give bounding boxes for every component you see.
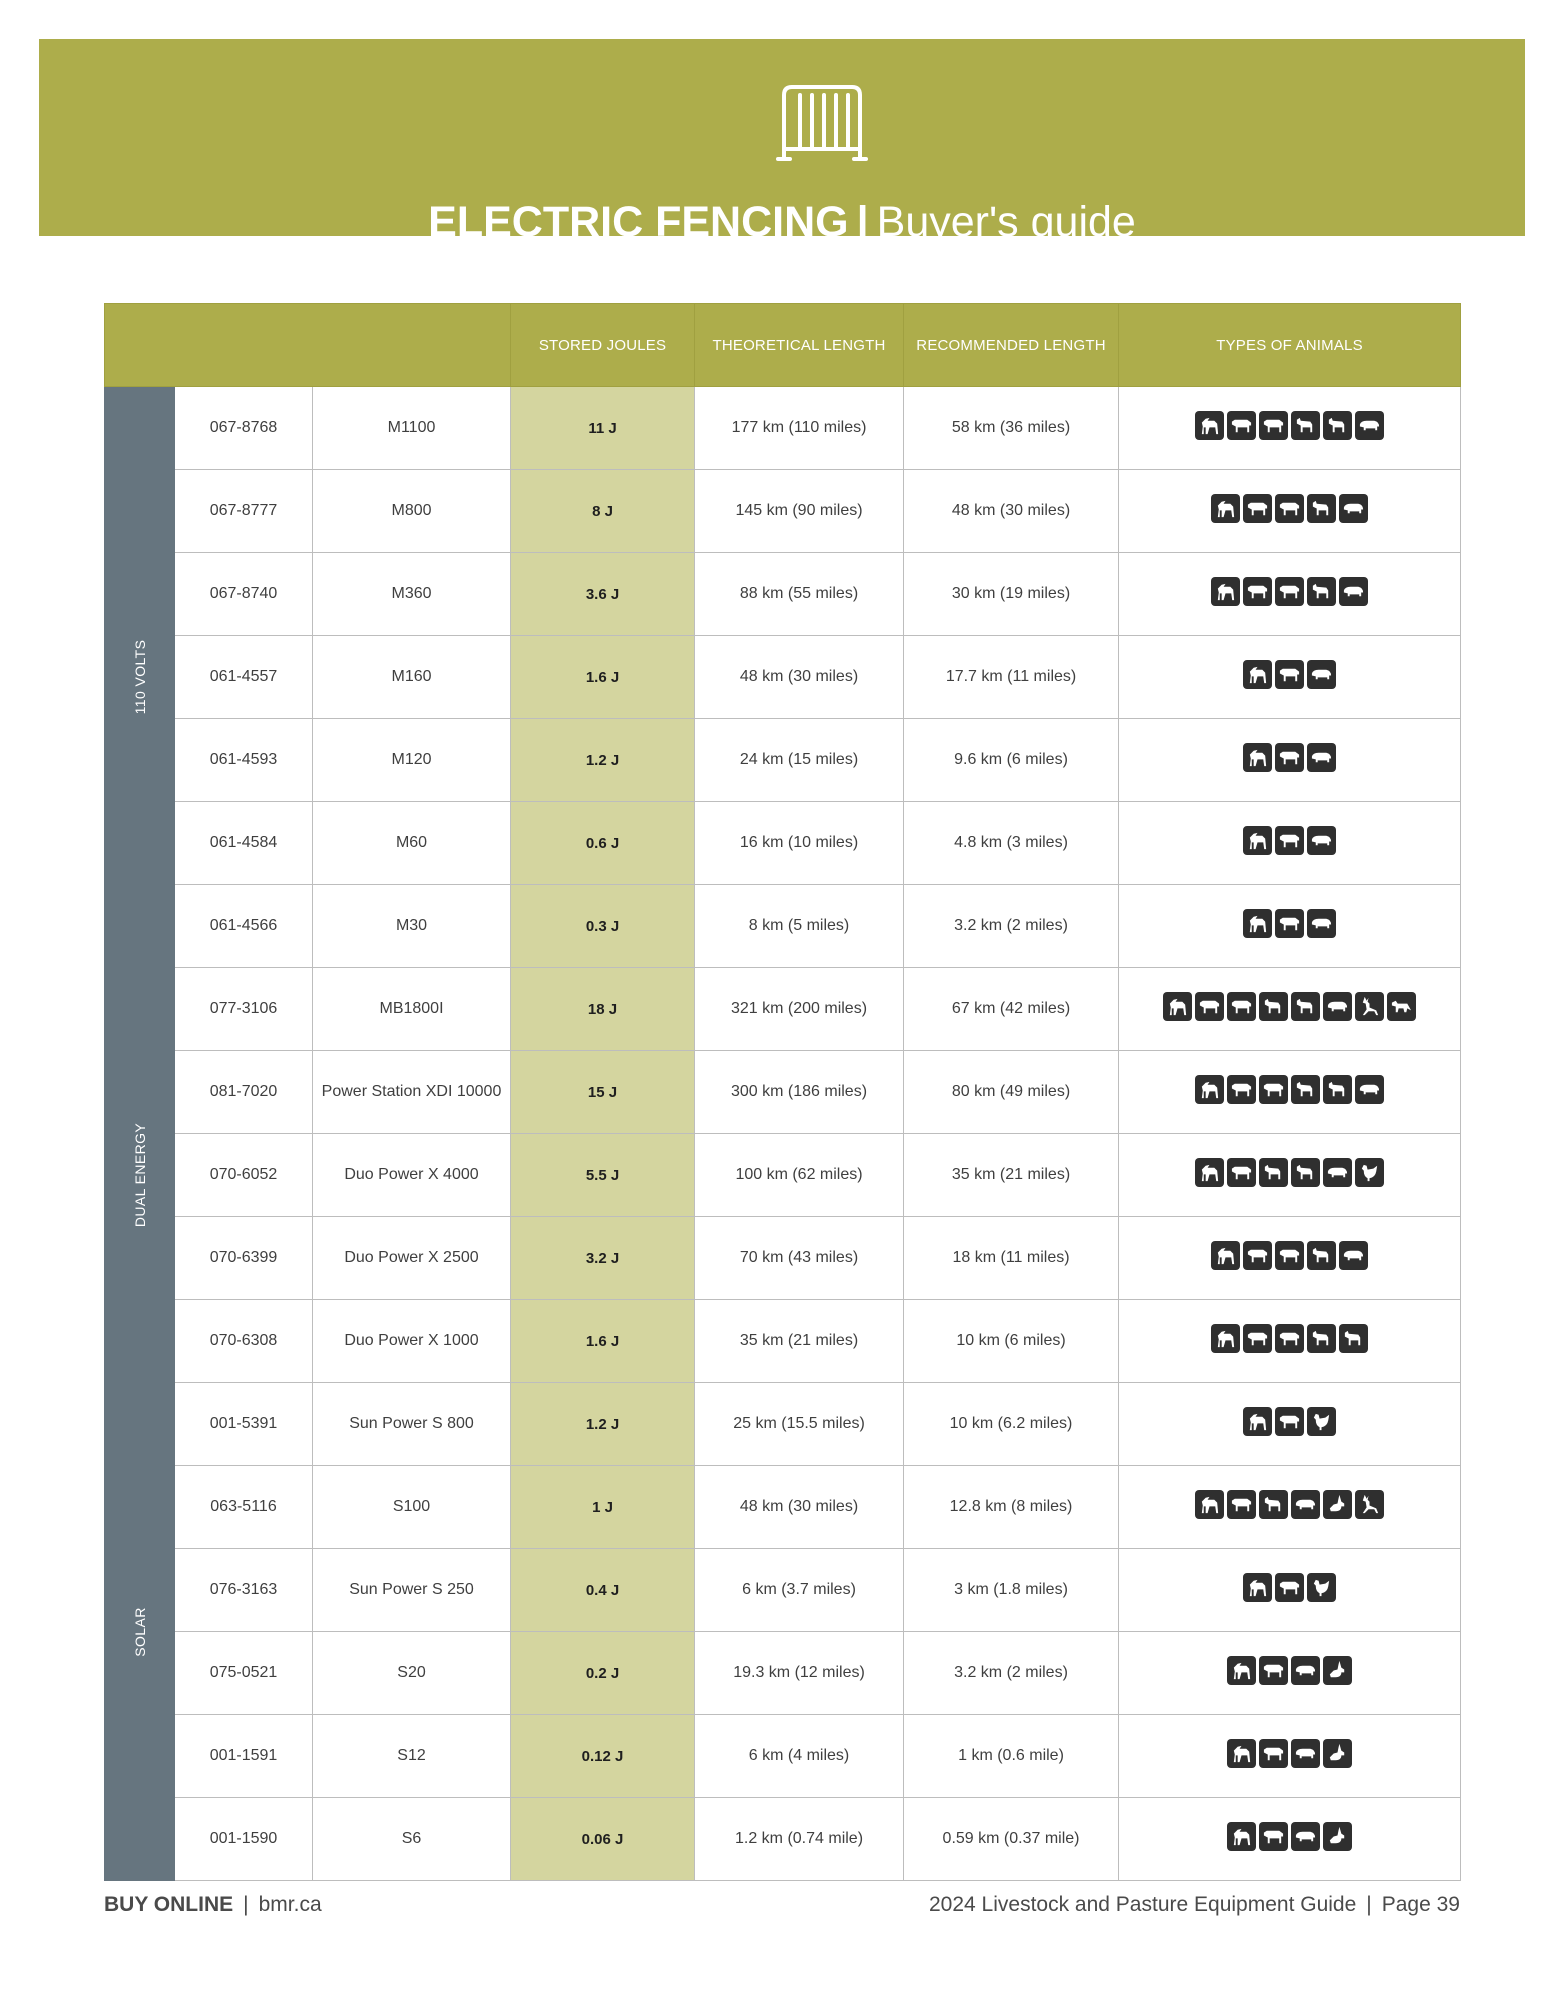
cow-icon xyxy=(1227,992,1256,1021)
table-row xyxy=(105,1217,1461,1300)
product-code-cell: 076-3163 xyxy=(175,1549,313,1632)
goat-icon xyxy=(1291,411,1320,440)
cow-icon xyxy=(1275,909,1304,938)
recommended-length-cell: 3.2 km (2 miles) xyxy=(904,885,1119,968)
recommended-length-cell: 67 km (42 miles) xyxy=(904,968,1119,1051)
animal-icons xyxy=(1243,1407,1336,1436)
animal-types-cell xyxy=(1119,1383,1461,1466)
model-cell: M360 xyxy=(313,553,511,636)
recommended-length-cell: 3.2 km (2 miles) xyxy=(904,1632,1119,1715)
animal-icons xyxy=(1227,1739,1352,1768)
pig-icon xyxy=(1323,992,1352,1021)
theoretical-length-cell: 145 km (90 miles) xyxy=(695,470,904,553)
stored-joules-cell: 0.4 J xyxy=(511,1549,695,1632)
horse-icon xyxy=(1243,743,1272,772)
horse-icon xyxy=(1195,1158,1224,1187)
product-code-cell: 070-6308 xyxy=(175,1300,313,1383)
recommended-length-cell: 30 km (19 miles) xyxy=(904,553,1119,636)
theoretical-length-cell: 25 km (15.5 miles) xyxy=(695,1383,904,1466)
cow-icon xyxy=(1243,1324,1272,1353)
animal-icons xyxy=(1243,909,1336,938)
table-row xyxy=(105,470,1461,553)
animal-icons xyxy=(1243,1573,1336,1602)
theoretical-length-cell: 48 km (30 miles) xyxy=(695,1466,904,1549)
table-row xyxy=(105,553,1461,636)
page-title xyxy=(39,198,1525,246)
theoretical-length-cell: 1.2 km (0.74 mile) xyxy=(695,1798,904,1881)
animal-types-cell xyxy=(1119,1051,1461,1134)
recommended-length-cell: 1 km (0.6 mile) xyxy=(904,1715,1119,1798)
stored-joules-cell: 3.2 J xyxy=(511,1217,695,1300)
goat-icon xyxy=(1339,1324,1368,1353)
horse-icon xyxy=(1227,1739,1256,1768)
site-link[interactable]: bmr.ca xyxy=(258,1893,322,1916)
pig-icon xyxy=(1339,494,1368,523)
horse-icon xyxy=(1211,1241,1240,1270)
table-row xyxy=(105,802,1461,885)
recommended-length-cell: 0.59 km (0.37 mile) xyxy=(904,1798,1119,1881)
goat-icon xyxy=(1291,1075,1320,1104)
model-cell: M160 xyxy=(313,636,511,719)
table-row xyxy=(105,1300,1461,1383)
chicken-icon xyxy=(1307,1407,1336,1436)
animal-types-cell xyxy=(1119,470,1461,553)
goat-icon xyxy=(1259,1490,1288,1519)
recommended-length-cell: 35 km (21 miles) xyxy=(904,1134,1119,1217)
deer-icon xyxy=(1355,1490,1384,1519)
deer-icon xyxy=(1355,992,1384,1021)
product-code-cell: 077-3106 xyxy=(175,968,313,1051)
animal-icons xyxy=(1195,1158,1384,1187)
product-code-cell: 061-4584 xyxy=(175,802,313,885)
rabbit-icon xyxy=(1323,1656,1352,1685)
animal-types-cell xyxy=(1119,553,1461,636)
horse-icon xyxy=(1195,1490,1224,1519)
animal-icons xyxy=(1211,1324,1368,1353)
theoretical-length-cell: 24 km (15 miles) xyxy=(695,719,904,802)
guide-title: 2024 Livestock and Pasture Equipment Guide xyxy=(929,1893,1357,1916)
cow-icon xyxy=(1243,494,1272,523)
pig-icon xyxy=(1355,1075,1384,1104)
animal-icons xyxy=(1211,577,1368,606)
theoretical-length-cell: 70 km (43 miles) xyxy=(695,1217,904,1300)
cow-icon xyxy=(1243,577,1272,606)
animal-types-cell xyxy=(1119,1715,1461,1798)
model-cell: S6 xyxy=(313,1798,511,1881)
animal-types-cell xyxy=(1119,1632,1461,1715)
cow-icon xyxy=(1275,577,1304,606)
table-row xyxy=(105,387,1461,470)
fence-icon xyxy=(774,81,870,161)
horse-icon xyxy=(1243,660,1272,689)
stored-joules-cell: 0.12 J xyxy=(511,1715,695,1798)
theoretical-length-cell: 6 km (3.7 miles) xyxy=(695,1549,904,1632)
goat-icon xyxy=(1323,1075,1352,1104)
footer-left xyxy=(104,1893,322,1917)
recommended-length-cell: 10 km (6 miles) xyxy=(904,1300,1119,1383)
stored-joules-cell: 18 J xyxy=(511,968,695,1051)
stored-joules-cell: 1.6 J xyxy=(511,636,695,719)
animal-icons xyxy=(1195,411,1384,440)
cow-icon xyxy=(1227,1490,1256,1519)
product-code-cell: 081-7020 xyxy=(175,1051,313,1134)
cow-icon xyxy=(1275,1573,1304,1602)
animal-icons xyxy=(1227,1656,1352,1685)
recommended-length-cell: 12.8 km (8 miles) xyxy=(904,1466,1119,1549)
goat-icon xyxy=(1307,494,1336,523)
cow-icon xyxy=(1259,1822,1288,1851)
table-row xyxy=(105,1798,1461,1881)
recommended-length-cell: 18 km (11 miles) xyxy=(904,1217,1119,1300)
cow-icon xyxy=(1275,1407,1304,1436)
theoretical-length-cell: 48 km (30 miles) xyxy=(695,636,904,719)
animal-types-cell xyxy=(1119,636,1461,719)
buyers-guide-table xyxy=(104,303,1461,1881)
stored-joules-cell: 15 J xyxy=(511,1051,695,1134)
product-code-cell: 070-6052 xyxy=(175,1134,313,1217)
model-cell: S100 xyxy=(313,1466,511,1549)
animal-icons xyxy=(1243,826,1336,855)
horse-icon xyxy=(1211,494,1240,523)
cow-icon xyxy=(1275,660,1304,689)
animal-types-cell xyxy=(1119,968,1461,1051)
animal-icons xyxy=(1195,1490,1384,1519)
group-label-cell xyxy=(105,968,175,1383)
pig-icon xyxy=(1307,660,1336,689)
cow-icon xyxy=(1227,1158,1256,1187)
animal-types-cell xyxy=(1119,1798,1461,1881)
buy-online-label: BUY ONLINE xyxy=(104,1893,234,1916)
rabbit-icon xyxy=(1323,1739,1352,1768)
goat-icon xyxy=(1323,411,1352,440)
cow-icon xyxy=(1195,992,1224,1021)
table-row xyxy=(105,636,1461,719)
theoretical-length-cell: 321 km (200 miles) xyxy=(695,968,904,1051)
goat-icon xyxy=(1307,1241,1336,1270)
footer-right xyxy=(929,1893,1460,1917)
animal-types-cell xyxy=(1119,719,1461,802)
recommended-length-cell: 10 km (6.2 miles) xyxy=(904,1383,1119,1466)
chicken-icon xyxy=(1355,1158,1384,1187)
animal-types-cell xyxy=(1119,1134,1461,1217)
model-cell: S12 xyxy=(313,1715,511,1798)
model-cell: M1100 xyxy=(313,387,511,470)
footer-separator-left: | xyxy=(243,1893,249,1916)
model-cell: Sun Power S 250 xyxy=(313,1549,511,1632)
goat-icon xyxy=(1291,992,1320,1021)
product-code-cell: 061-4557 xyxy=(175,636,313,719)
group-label: 110 VOLTS xyxy=(131,639,148,715)
rabbit-icon xyxy=(1323,1822,1352,1851)
cow-icon xyxy=(1227,411,1256,440)
table-row xyxy=(105,1383,1461,1466)
theoretical-length-cell: 16 km (10 miles) xyxy=(695,802,904,885)
animal-types-cell xyxy=(1119,1217,1461,1300)
animal-types-cell xyxy=(1119,1466,1461,1549)
cow-icon xyxy=(1275,743,1304,772)
theoretical-length-cell: 88 km (55 miles) xyxy=(695,553,904,636)
header-blank xyxy=(105,304,511,387)
model-cell: Duo Power X 2500 xyxy=(313,1217,511,1300)
chicken-icon xyxy=(1307,1573,1336,1602)
header-types-of-animals: TYPES OF ANIMALS xyxy=(1119,304,1461,387)
horse-icon xyxy=(1211,577,1240,606)
product-code-cell: 001-5391 xyxy=(175,1383,313,1466)
animal-icons xyxy=(1227,1822,1352,1851)
recommended-length-cell: 58 km (36 miles) xyxy=(904,387,1119,470)
model-cell: Sun Power S 800 xyxy=(313,1383,511,1466)
model-cell: M60 xyxy=(313,802,511,885)
cow-icon xyxy=(1259,1075,1288,1104)
goat-icon xyxy=(1307,1324,1336,1353)
horse-icon xyxy=(1163,992,1192,1021)
group-label-cell xyxy=(105,1383,175,1881)
table-row xyxy=(105,1466,1461,1549)
title-strong: ELECTRIC FENCING xyxy=(428,198,849,246)
product-code-cell: 001-1590 xyxy=(175,1798,313,1881)
model-cell: M30 xyxy=(313,885,511,968)
product-code-cell: 067-8777 xyxy=(175,470,313,553)
footer-separator-right: | xyxy=(1366,1893,1372,1916)
pig-icon xyxy=(1291,1822,1320,1851)
rabbit-icon xyxy=(1323,1490,1352,1519)
table-row xyxy=(105,885,1461,968)
animal-icons xyxy=(1243,743,1336,772)
title-separator: | xyxy=(856,198,869,246)
product-code-cell: 061-4593 xyxy=(175,719,313,802)
title-light: Buyer's guide xyxy=(876,198,1136,246)
table-row xyxy=(105,1715,1461,1798)
stored-joules-cell: 11 J xyxy=(511,387,695,470)
recommended-length-cell: 48 km (30 miles) xyxy=(904,470,1119,553)
horse-icon xyxy=(1243,826,1272,855)
pig-icon xyxy=(1323,1158,1352,1187)
model-cell: MB1800I xyxy=(313,968,511,1051)
stored-joules-cell: 3.6 J xyxy=(511,553,695,636)
animal-types-cell xyxy=(1119,387,1461,470)
goat-icon xyxy=(1259,992,1288,1021)
table-header-row xyxy=(105,304,1461,387)
theoretical-length-cell: 100 km (62 miles) xyxy=(695,1134,904,1217)
horse-icon xyxy=(1195,1075,1224,1104)
cow-icon xyxy=(1227,1075,1256,1104)
stored-joules-cell: 1 J xyxy=(511,1466,695,1549)
pig-icon xyxy=(1291,1739,1320,1768)
stored-joules-cell: 8 J xyxy=(511,470,695,553)
product-code-cell: 070-6399 xyxy=(175,1217,313,1300)
stored-joules-cell: 1.2 J xyxy=(511,719,695,802)
cow-icon xyxy=(1259,1739,1288,1768)
horse-icon xyxy=(1243,909,1272,938)
stored-joules-cell: 5.5 J xyxy=(511,1134,695,1217)
table-row xyxy=(105,968,1461,1051)
header-theoretical-length: THEORETICAL LENGTH xyxy=(695,304,904,387)
table-row xyxy=(105,1549,1461,1632)
animal-types-cell xyxy=(1119,1300,1461,1383)
table-row xyxy=(105,1134,1461,1217)
recommended-length-cell: 17.7 km (11 miles) xyxy=(904,636,1119,719)
goat-icon xyxy=(1291,1158,1320,1187)
cow-icon xyxy=(1259,411,1288,440)
horse-icon xyxy=(1227,1656,1256,1685)
animal-types-cell xyxy=(1119,802,1461,885)
pig-icon xyxy=(1339,577,1368,606)
model-cell: S20 xyxy=(313,1632,511,1715)
animal-icons xyxy=(1243,660,1336,689)
product-code-cell: 063-5116 xyxy=(175,1466,313,1549)
theoretical-length-cell: 6 km (4 miles) xyxy=(695,1715,904,1798)
stored-joules-cell: 1.2 J xyxy=(511,1383,695,1466)
theoretical-length-cell: 8 km (5 miles) xyxy=(695,885,904,968)
cow-icon xyxy=(1275,826,1304,855)
table-body xyxy=(105,387,1461,1881)
model-cell: Power Station XDI 10000 xyxy=(313,1051,511,1134)
fox-icon xyxy=(1387,992,1416,1021)
buyers-guide-table-wrap xyxy=(104,303,1460,1881)
stored-joules-cell: 0.6 J xyxy=(511,802,695,885)
theoretical-length-cell: 35 km (21 miles) xyxy=(695,1300,904,1383)
cow-icon xyxy=(1259,1656,1288,1685)
animal-icons xyxy=(1211,1241,1368,1270)
page-number: Page 39 xyxy=(1381,1893,1460,1916)
horse-icon xyxy=(1211,1324,1240,1353)
pig-icon xyxy=(1339,1241,1368,1270)
header-banner xyxy=(39,39,1525,246)
stored-joules-cell: 1.6 J xyxy=(511,1300,695,1383)
animal-icons xyxy=(1211,494,1368,523)
cow-icon xyxy=(1243,1241,1272,1270)
product-code-cell: 061-4566 xyxy=(175,885,313,968)
stored-joules-cell: 0.06 J xyxy=(511,1798,695,1881)
group-label: SOLAR xyxy=(131,1606,148,1657)
model-cell: Duo Power X 4000 xyxy=(313,1134,511,1217)
group-label-cell xyxy=(105,387,175,968)
stored-joules-cell: 0.3 J xyxy=(511,885,695,968)
pig-icon xyxy=(1307,743,1336,772)
recommended-length-cell: 4.8 km (3 miles) xyxy=(904,802,1119,885)
cow-icon xyxy=(1275,1241,1304,1270)
table-row xyxy=(105,1051,1461,1134)
model-cell: Duo Power X 1000 xyxy=(313,1300,511,1383)
pig-icon xyxy=(1307,909,1336,938)
recommended-length-cell: 3 km (1.8 miles) xyxy=(904,1549,1119,1632)
theoretical-length-cell: 19.3 km (12 miles) xyxy=(695,1632,904,1715)
cow-icon xyxy=(1275,1324,1304,1353)
horse-icon xyxy=(1195,411,1224,440)
recommended-length-cell: 80 km (49 miles) xyxy=(904,1051,1119,1134)
product-code-cell: 075-0521 xyxy=(175,1632,313,1715)
table-row xyxy=(105,719,1461,802)
goat-icon xyxy=(1259,1158,1288,1187)
model-cell: M800 xyxy=(313,470,511,553)
header-recommended-length: RECOMMENDED LENGTH xyxy=(904,304,1119,387)
cow-icon xyxy=(1275,494,1304,523)
product-code-cell: 067-8768 xyxy=(175,387,313,470)
table-row xyxy=(105,1632,1461,1715)
theoretical-length-cell: 177 km (110 miles) xyxy=(695,387,904,470)
product-code-cell: 001-1591 xyxy=(175,1715,313,1798)
header-stored-joules: STORED JOULES xyxy=(511,304,695,387)
animal-icons xyxy=(1163,992,1416,1021)
horse-icon xyxy=(1243,1573,1272,1602)
theoretical-length-cell: 300 km (186 miles) xyxy=(695,1051,904,1134)
pig-icon xyxy=(1291,1490,1320,1519)
animal-types-cell xyxy=(1119,885,1461,968)
pig-icon xyxy=(1307,826,1336,855)
animal-types-cell xyxy=(1119,1549,1461,1632)
horse-icon xyxy=(1243,1407,1272,1436)
product-code-cell: 067-8740 xyxy=(175,553,313,636)
group-label: DUAL ENERGY xyxy=(131,1122,148,1228)
stored-joules-cell: 0.2 J xyxy=(511,1632,695,1715)
animal-icons xyxy=(1195,1075,1384,1104)
recommended-length-cell: 9.6 km (6 miles) xyxy=(904,719,1119,802)
goat-icon xyxy=(1307,577,1336,606)
pig-icon xyxy=(1291,1656,1320,1685)
horse-icon xyxy=(1227,1822,1256,1851)
pig-icon xyxy=(1355,411,1384,440)
model-cell: M120 xyxy=(313,719,511,802)
